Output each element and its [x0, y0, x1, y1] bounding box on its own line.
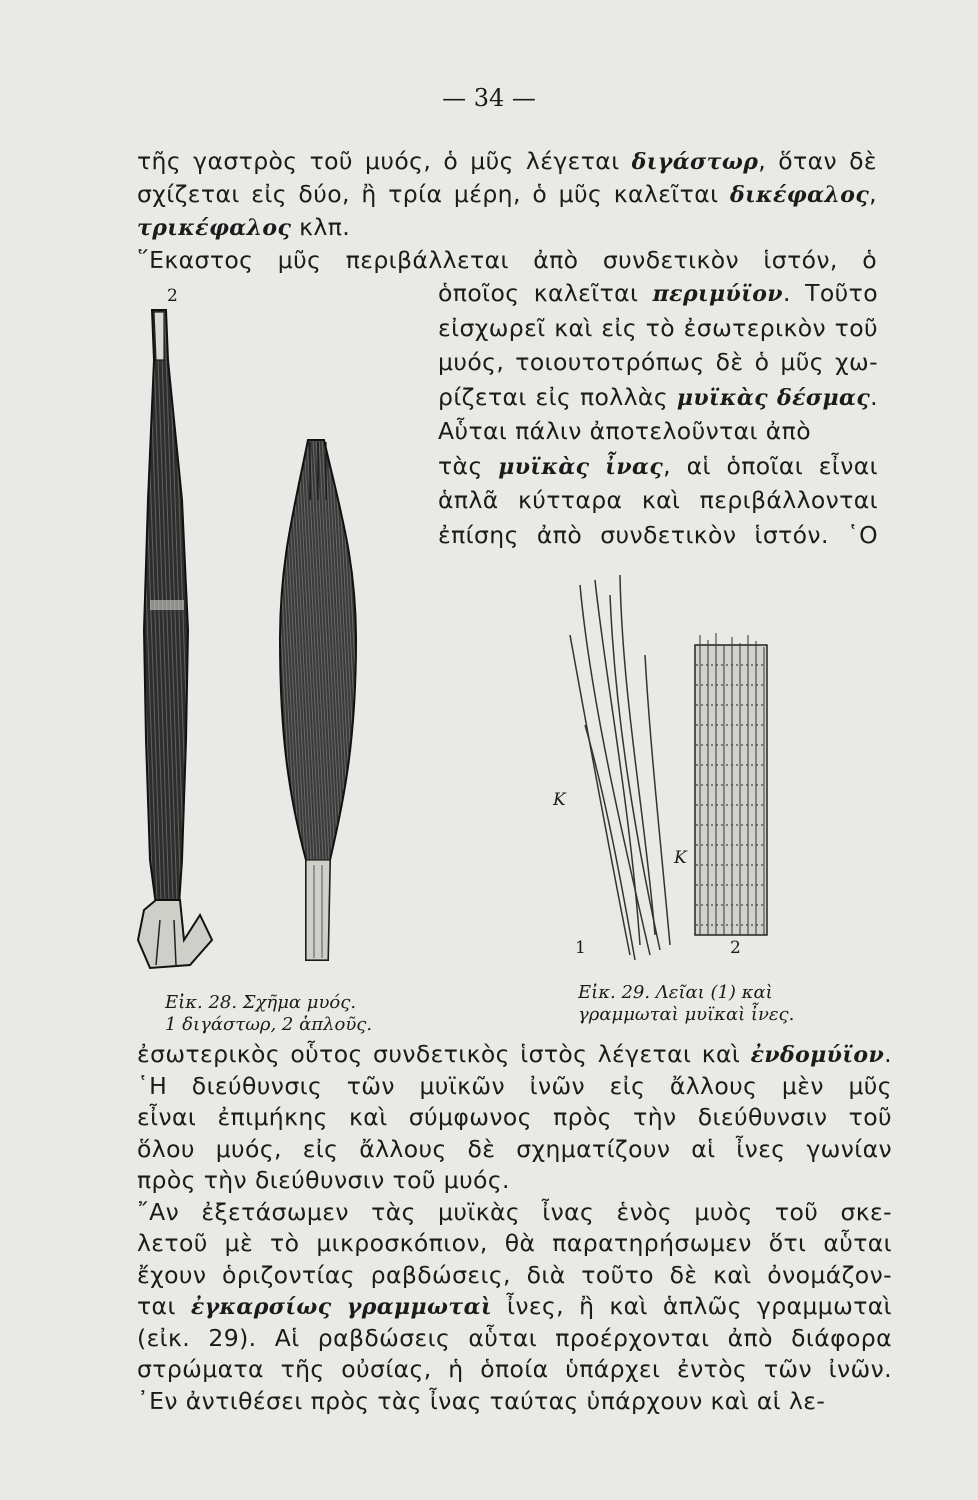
emphasized-term: δικέφαλος: [730, 182, 870, 208]
text-right-line: [438, 518, 878, 553]
text-bottom-line: [137, 1226, 892, 1261]
text-run: ἐσωτερικὸς οὗτος συνδετικὸς ἱστὸς λέγεται καὶ: [137, 1040, 751, 1068]
text-top-line: [137, 210, 877, 245]
text-bottom-line: [137, 1289, 892, 1324]
text-run: ῾Η διεύθυνσις τῶν μυϊκῶν ἰνῶν εἰς ἄλλους μὲν μῦς: [137, 1071, 892, 1100]
text-run: μυός, τοιουτοτρόπως δὲ ὁ μῦς χω-: [438, 348, 878, 376]
fig29-caption-line2: γραμμωταὶ μυϊκαὶ ἶνες.: [578, 1004, 795, 1025]
text-run: ὁποῖος καλεῖται: [438, 279, 653, 307]
text-right-line: [438, 345, 878, 380]
text-run: . Τοῦτο: [782, 279, 878, 307]
fig28-label-2-top: 2: [167, 286, 178, 306]
text-run: ᾿Εν ἀντιθέσει πρὸς τὰς ἶνας ταύτας ὑπάρχουν καὶ αἱ λε-: [137, 1386, 826, 1415]
fig29-smooth-fibers: [570, 575, 670, 960]
text-run: (εἰκ. 29). Αἱ ραβδώσεις αὗται προέρχονται ἀπὸ διάφορα: [137, 1323, 892, 1352]
emphasized-term: ἐνδομύϊον: [750, 1042, 885, 1068]
fig29-caption-line1: Εἰκ. 29. Λεῖαι (1) καὶ: [578, 982, 773, 1003]
text-bottom-line: [137, 1100, 892, 1135]
text-run: Αὗται πάλιν ἀποτελοῦνται ἀπὸ: [438, 417, 811, 445]
text-right-line: [438, 311, 878, 346]
text-right-line: [438, 483, 878, 518]
page-number: — 34 —: [442, 84, 536, 112]
text-run: εἰσχωρεῖ καὶ εἰς τὸ ἐσωτερικὸν τοῦ: [438, 313, 878, 342]
emphasized-term: περιμύϊον: [652, 281, 783, 307]
text-run: , ὅταν δὲ: [758, 147, 877, 175]
text-run: .: [870, 382, 878, 411]
text-run: ται: [137, 1292, 191, 1320]
text-top-line: [137, 243, 877, 278]
emphasized-term: μυϊκὰς ἶνας: [498, 453, 664, 480]
text-run: ἁπλᾶ κύτταρα καὶ περιβάλλονται: [438, 486, 878, 514]
text-bottom-line: [137, 1384, 892, 1419]
fig29-label-2: 2: [730, 938, 741, 958]
text-top-line: [137, 177, 877, 212]
text-run: ὅλου μυός, εἰς ἄλλους δὲ σχηματίζουν αἱ ἶνες γωνίαν: [137, 1134, 892, 1163]
text-bottom-line: [137, 1321, 892, 1356]
text-bottom-line: [137, 1163, 892, 1198]
text-run: πρὸς τὴν διεύθυνσιν τοῦ μυός.: [137, 1166, 510, 1194]
text-run: κλπ.: [291, 213, 351, 241]
fig28-muscle-illustration: [130, 300, 370, 980]
text-right-line: [438, 276, 878, 311]
text-right-line: [438, 449, 878, 484]
text-run: στρώματα τῆς οὐσίας, ἡ ὁποία ὑπάρχει ἐντὸς τῶν ἰνῶν.: [137, 1355, 892, 1383]
fig29-label-k2: K: [674, 848, 687, 868]
text-right-line: [438, 414, 878, 449]
text-bottom-line: [137, 1132, 892, 1167]
text-bottom-line: [137, 1069, 892, 1104]
emphasized-term: διγάστωρ: [631, 149, 759, 175]
emphasized-term: ἐγκαρσίως γραμμωταὶ: [190, 1294, 492, 1320]
fig29-label-k1: K: [553, 790, 566, 810]
fig28-caption-line2: 1 διγάστωρ, 2 ἁπλοῦς.: [165, 1014, 373, 1035]
text-run: ῎Αν ἐξετάσωμεν τὰς μυϊκὰς ἶνας ἑνὸς μυὸς τοῦ σκε-: [137, 1197, 892, 1226]
text-right-line: [438, 380, 878, 415]
text-bottom-line: [137, 1037, 892, 1072]
text-bottom-line: [137, 1258, 892, 1293]
text-bottom-line: [137, 1352, 892, 1387]
emphasized-term: μυϊκὰς δέσμας: [676, 384, 871, 411]
text-run: ἶνες, ἢ καὶ ἁπλῶς γραμμωταὶ: [492, 1292, 892, 1320]
text-run: λετοῦ μὲ τὸ μικροσκόπιον, θὰ παρατηρήσωμεν ὅτι αὗται: [137, 1229, 892, 1257]
text-run: σχίζεται εἰς δύο, ἢ τρία μέρη, ὁ μῦς καλεῖται: [137, 180, 730, 208]
emphasized-term: τρικέφαλος: [137, 215, 292, 241]
text-run: , αἱ ὁποῖαι εἶναι: [663, 451, 878, 480]
fig28-muscle-1-digastric: [138, 310, 212, 968]
text-run: τῆς γαστρὸς τοῦ μυός, ὁ μῦς λέγεται: [137, 147, 632, 175]
text-run: ,: [869, 180, 877, 208]
text-top-line: [137, 144, 877, 179]
text-run: ρίζεται εἰς πολλὰς: [438, 382, 677, 411]
text-run: τὰς: [438, 451, 499, 480]
text-run: ἔχουν ὁριζοντίας ραβδώσεις, διὰ τοῦτο δὲ καὶ ὀνομάζον-: [137, 1260, 892, 1289]
fig28-caption-line1: Εἰκ. 28. Σχῆμα μυός.: [165, 992, 357, 1013]
text-bottom-line: [137, 1195, 892, 1230]
fig29-label-1: 1: [575, 938, 586, 958]
text-run: ἐπίσης ἀπὸ συνδετικὸν ἱστόν. ῾Ο: [438, 520, 878, 549]
text-run: ῞Εκαστος μῦς περιβάλλεται ἀπὸ συνδετικὸν ἱστόν, ὁ: [137, 246, 877, 274]
text-run: εἶναι ἐπιμήκης καὶ σύμφωνος πρὸς τὴν διεύθυνσιν τοῦ: [137, 1103, 892, 1131]
fig29-striated-fiber: [695, 633, 767, 935]
fig29-fibers-illustration: [560, 575, 790, 965]
fig28-muscle-2-simple: [280, 440, 356, 960]
text-run: .: [884, 1040, 892, 1068]
